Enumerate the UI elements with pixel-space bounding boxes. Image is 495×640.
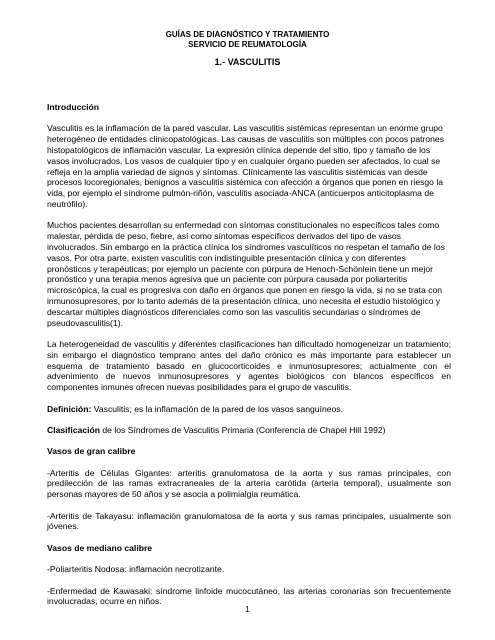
classification-text: de los Síndromes de Vasculitis Primaria (Conferencia de Chapel Hill 1992) <box>100 424 386 435</box>
definition-paragraph <box>47 404 451 415</box>
document-title: 1.- VASCULITIS <box>214 57 281 67</box>
intro-heading: Introducción <box>47 102 100 112</box>
classification-label: Clasificación <box>47 424 101 435</box>
medium-vessels-heading: Vasos de mediano calibre <box>47 542 153 553</box>
document-header-line2: SERVICIO DE REUMATOLOGÍA <box>188 40 307 49</box>
medium-vessels-item-1: -Poliarteritis Nodosa: inflamación necrotizante. <box>47 564 225 575</box>
large-vessels-item-1: -Arteritis de Células Gigantes: arteritis granulomatosa de la aorta y sus ramas principales, con predilección de las ramas extracraneales de la arteria carótida (arteria temporal), usualmente son personas mayores de 50 años y se asocia a polimialgia reumática. <box>47 467 451 500</box>
intro-paragraph-1: Vasculitis es la inflamación de la pared vascular. Las vasculitis sistémicas representan un enorme grupo heterogéneo de entidades clinicopatológicas. Las causas de vasculitis son múltiples con pocos patrones histopatológicos de inflamación vascular. La expresión clínica depende del sitio, tipo y tamaño de los vasos involucrados. Los vasos de cualquier tipo y en cualquier órgano pueden ser afectados, lo cual se refleja en la amplia variedad de signos y síntomas. Clínicamente las vasculitis sistémicas van desde procesos locoregionales, benignos a vasculitis sistémica con afección a órganos que ponen en riesgo la vida, por ejemplo el síndrome pulmón-riñón, vasculitis asociada-ANCA (anticuerpos anticitoplasma de neutrófilo). <box>47 123 444 209</box>
large-vessels-heading: Vasos de gran calibre <box>47 446 136 457</box>
medium-vessels-item-2: -Enfermedad de Kawasaki: síndrome linfoide mucocutáneo, las arterias coronarias son frecuentemente involucradas, ocurre en niños. <box>47 585 451 607</box>
classification-paragraph <box>47 425 451 436</box>
large-vessels-item-2: -Arteritis de Takayasu: inflamación granulomatosa de la aorta y sus ramas principales, usualmente son jóvenes. <box>47 510 451 532</box>
document-body <box>47 102 451 618</box>
definition-text: Vasculitis; es la inflamación de la pared de los vasos sanguíneos. <box>91 403 343 414</box>
intro-paragraph-2: Muchos pacientes desarrollan su enfermedad con síntomas constitucionales no específicos tales como malestar, pérdida de peso, fiebre, así como síntomas específicos derivados del tipo de vasos involucrados. Sin embargo en la práctica clínica los síndromes vasculíticos no respetan el tamaño de los vasos. Por otra parte, existen vasculitis con indistinguible presentación clínica y con diferentes pronósticos y terapéuticas; por ejemplo un paciente con púrpura de Henoch-Schönlein tiene un mejor pronóstico y una terapia menos agresiva que un paciente con púrpura causada por poliarteritis microscópica, la cual es progresiva con daño en órganos que ponen en riesgo la vida, si no se trata con inmunosupresores, por lo tanto además de la presentación clínica, uno necesita el estudio histológico y descartar múltiples diagnósticos diferenciales como son las vasculitis secundarias o síndromes de pseudovasculitis(1). <box>47 220 445 328</box>
intro-paragraph-3: La heterogeneidad de vasculitis y diferentes clasificaciones han dificultado homogeneizar un tratamiento; sin embargo el diagnóstico temprano antes del daño crónico es más importante para establecer un esquema de tratamiento basado en glucocorticoides e inmunosupresores; actualmente con el advenimiento de nuevos inmunosupresores y agentes biológicos con blancos específicos en componentes inmunes ofrecen nuevas posibilidades para el grupo de vasculitis. <box>47 338 451 393</box>
document-header-line1: GUÍAS DE DIAGNÓSTICO Y TRATAMIENTO <box>165 30 330 39</box>
definition-label: Definición: <box>47 403 92 414</box>
page-number: 1 <box>245 605 250 614</box>
